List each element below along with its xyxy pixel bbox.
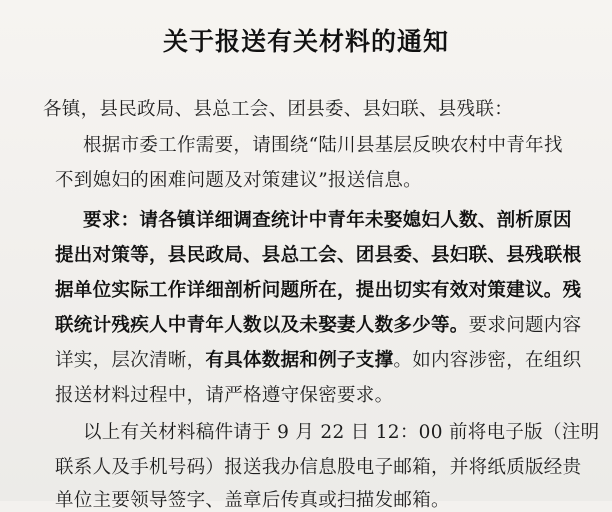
paragraph2-line5 bbox=[55, 346, 581, 372]
paragraph3-line2: 联系人及手机号码）报送我办信息股电子邮箱，并将纸质版经贵 bbox=[55, 457, 582, 478]
recipients-line: 各镇，县民政局、县总工会、团县委、县妇联、县残联： bbox=[43, 99, 514, 120]
document-title: 关于报送有关材料的通知 bbox=[162, 27, 449, 56]
paragraph2-line4 bbox=[55, 311, 581, 337]
paragraph3-line3: 单位主要领导签字、盖章后传真或扫描发邮箱。 bbox=[55, 490, 450, 511]
paragraph2-line1: 要求：请各镇详细调查统计中青年未娶媳妇人数、剖析原因 bbox=[83, 210, 572, 231]
paragraph2-line2: 提出对策等，县民政局、县总工会、团县委、县妇联、县残联根 bbox=[55, 245, 582, 266]
paragraph2-line4-bold: 联统计残疾人中青年人数以及未娶妻人数多少等。 bbox=[55, 315, 469, 336]
paragraph2-line5-end: 。如内容涉密，在组织 bbox=[393, 350, 582, 371]
paragraph2-line5-start: 详实，层次清晰， bbox=[55, 350, 206, 371]
paragraph1-line2: 不到媳妇的困难问题及对策建议”报送信息。 bbox=[55, 170, 422, 191]
paragraph2-line5-bold: 有具体数据和例子支撑 bbox=[205, 350, 394, 371]
paragraph1-line1: 根据市委工作需要，请围绕“陆川县基层反映农村中青年找 bbox=[83, 135, 563, 156]
paragraph2-line4-rest: 要求问题内容 bbox=[468, 315, 582, 336]
paragraph2-line3: 据单位实际工作详细剖析问题所在，提出切实有效对策建议。残 bbox=[55, 280, 582, 301]
paragraph3-line1: 以上有关材料稿件请于 9 月 22 日 12：00 前将电子版（注明 bbox=[83, 422, 600, 443]
paragraph2-line6: 报送材料过程中，请严格遵守保密要求。 bbox=[55, 385, 394, 406]
